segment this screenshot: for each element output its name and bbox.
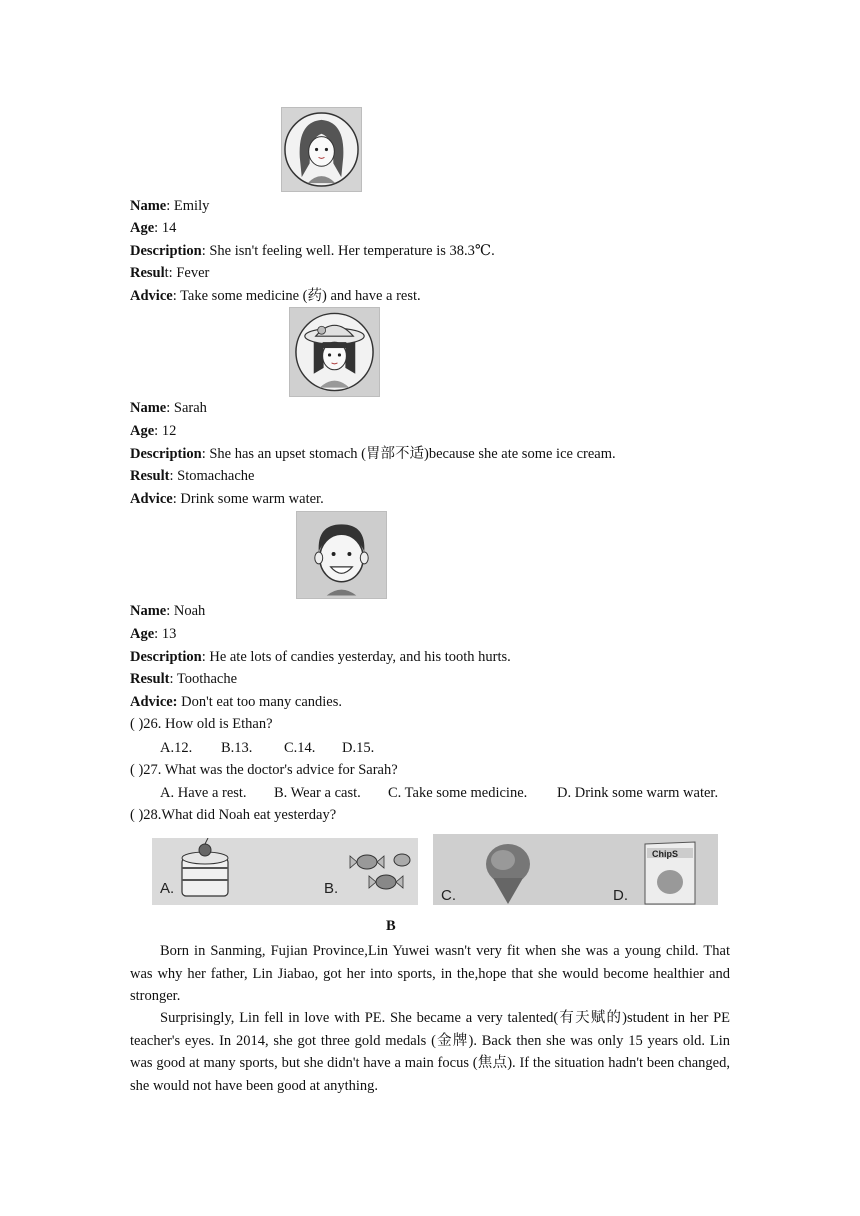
q27-option-b: B. Wear a cast. bbox=[274, 785, 361, 801]
noah-name-line: Name: Noah bbox=[130, 603, 206, 619]
q28-label-d: D. bbox=[613, 887, 628, 904]
emily-advice-line: Advice: Take some medicine (药) and have a rest. bbox=[130, 288, 421, 304]
emily-age-line: Age: 14 bbox=[130, 220, 177, 236]
q28-image-cake-candy bbox=[152, 838, 418, 905]
noah-avatar bbox=[296, 511, 387, 599]
section-b-paragraph-1: Born in Sanming, Fujian Province,Lin Yuwei wasn't very fit when she was a young child. That was why her father, Lin Jiabao, got her into sports, in the,hope that she would become healthier and stronger. bbox=[130, 943, 730, 1004]
emily-avatar bbox=[281, 107, 362, 192]
emily-name-line: Name: Emily bbox=[130, 198, 210, 214]
emily-description-line: Description: She isn't feeling well. Her temperature is 38.3℃. bbox=[130, 243, 495, 259]
section-b-paragraph-2: Surprisingly, Lin fell in love with PE. She became a very talented(有天赋的)student in her PE teacher's eyes. In 2014, she got three gold medals (金牌). Back then she was only 15 years old. Lin was good at many sports, but she didn't have a main focus (焦点). If the situation hadn't been changed, she would not have been good at anything. bbox=[130, 1010, 730, 1094]
section-b-heading: B bbox=[386, 918, 396, 934]
q26-option-c: C.14. bbox=[284, 740, 316, 756]
question-27: ( )27. What was the doctor's advice for Sarah? bbox=[130, 762, 398, 778]
noah-age-line: Age: 13 bbox=[130, 626, 177, 642]
q28-label-c: C. bbox=[441, 887, 456, 904]
q27-option-d: D. Drink some warm water. bbox=[557, 785, 719, 801]
q26-option-a: A.12. bbox=[160, 740, 193, 756]
q28-label-a: A. bbox=[160, 880, 175, 897]
q27-option-a: A. Have a rest. bbox=[160, 785, 247, 801]
chips-bag-icon bbox=[645, 842, 695, 904]
q28-label-b: B. bbox=[324, 880, 339, 897]
noah-advice-line: Advice: Don't eat too many candies. bbox=[130, 694, 342, 710]
sarah-avatar bbox=[289, 307, 380, 397]
sarah-result-line: Result: Stomachache bbox=[130, 468, 255, 484]
noah-result-line: Result: Toothache bbox=[130, 671, 238, 687]
noah-description-line: Description: He ate lots of candies yesterday, and his tooth hurts. bbox=[130, 649, 511, 665]
q27-option-c: C. Take some medicine. bbox=[388, 785, 528, 801]
q28-image-icecream-chips bbox=[433, 834, 718, 905]
question-28: ( )28.What did Noah eat yesterday? bbox=[130, 807, 337, 823]
q26-option-d: D.15. bbox=[342, 740, 375, 756]
emily-result-line: Result: Fever bbox=[130, 265, 210, 281]
sarah-age-line: Age: 12 bbox=[130, 423, 177, 439]
chips-label: ChipS bbox=[652, 849, 678, 859]
sarah-name-line: Name: Sarah bbox=[130, 400, 207, 416]
sarah-advice-line: Advice: Drink some warm water. bbox=[130, 491, 324, 507]
q26-option-b: B.13. bbox=[221, 740, 253, 756]
question-26: ( )26. How old is Ethan? bbox=[130, 716, 273, 732]
sarah-description-line: Description: She has an upset stomach (胃部不适)because she ate some ice cream. bbox=[130, 446, 616, 462]
